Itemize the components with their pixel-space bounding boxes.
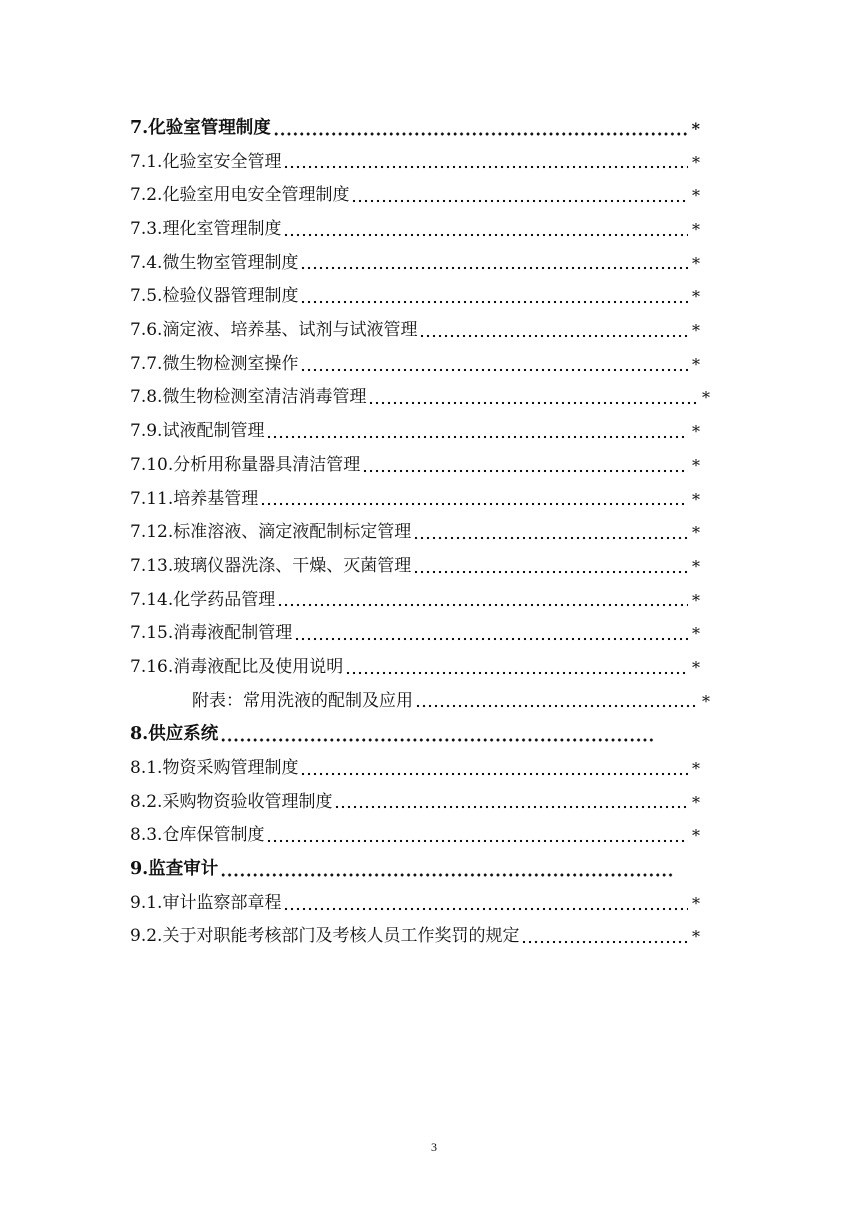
dot-leader xyxy=(351,199,688,203)
toc-entry-label: 8.3.仓库保管制度 xyxy=(130,825,265,846)
toc-section-9[interactable] xyxy=(130,853,700,887)
dot-leader xyxy=(415,704,698,708)
toc-entry-label: 7.8.微生物检测室清洁消毒管理 xyxy=(130,387,367,408)
dot-leader xyxy=(413,536,688,540)
toc-section-8[interactable] xyxy=(130,718,700,752)
toc-entry-label: 7.16.消毒液配比及使用说明 xyxy=(130,656,344,677)
toc-entry-7-9[interactable] xyxy=(130,415,700,449)
toc-entry-label: 7.13.玻璃仪器洗涤、干燥、灭菌管理 xyxy=(130,555,412,576)
dot-leader xyxy=(362,469,688,473)
toc-entry-8-3[interactable] xyxy=(130,819,700,853)
toc-section-7[interactable] xyxy=(130,112,700,146)
dot-leader xyxy=(220,738,653,742)
toc-page-ref: * xyxy=(692,624,700,644)
toc-entry-label: 7.14.化学药品管理 xyxy=(130,589,276,610)
dot-leader xyxy=(260,502,688,506)
toc-page-ref: * xyxy=(691,118,700,138)
toc-page-ref: * xyxy=(692,826,700,846)
toc-entry-7-8[interactable] xyxy=(130,382,710,416)
toc-entry-label: 7.1.化验室安全管理 xyxy=(130,151,282,172)
dot-leader xyxy=(283,233,688,237)
toc-entry-label: 9.监查审计 xyxy=(130,859,219,880)
toc-page-ref: * xyxy=(692,759,700,779)
dot-leader xyxy=(283,907,688,911)
toc-page-ref: * xyxy=(702,388,710,408)
page-number: 3 xyxy=(431,1140,437,1154)
dot-leader xyxy=(334,805,688,809)
toc-entry-label: 7.化验室管理制度 xyxy=(130,117,271,138)
toc-entry-7-4[interactable] xyxy=(130,247,700,281)
toc-page-ref: * xyxy=(692,354,700,374)
dot-leader xyxy=(300,300,688,304)
toc-entry-8-2[interactable] xyxy=(130,786,700,820)
dot-leader xyxy=(300,266,688,270)
dot-leader xyxy=(283,165,688,169)
toc-entry-label: 7.12.标准溶液、滴定液配制标定管理 xyxy=(130,522,412,543)
toc-page-ref: * xyxy=(702,691,710,711)
toc-entry-7-6[interactable] xyxy=(130,314,700,348)
toc-entry-appendix[interactable] xyxy=(130,685,710,719)
toc-page-ref: * xyxy=(692,152,700,172)
toc-entry-label: 8.1.物资采购管理制度 xyxy=(130,758,299,779)
toc-entry-label: 9.2.关于对职能考核部门及考核人员工作奖罚的规定 xyxy=(130,926,520,947)
toc-entry-7-5[interactable] xyxy=(130,280,700,314)
toc-page-ref: * xyxy=(692,657,700,677)
toc-entry-label: 8.供应系统 xyxy=(130,724,219,745)
toc-entry-7-16[interactable] xyxy=(130,651,700,685)
toc-page-ref: * xyxy=(692,489,700,509)
toc-entry-7-1[interactable] xyxy=(130,146,700,180)
toc-entry-7-12[interactable] xyxy=(130,516,700,550)
toc-entry-8-1[interactable] xyxy=(130,752,700,786)
toc-entry-label: 7.9.试液配制管理 xyxy=(130,421,265,442)
toc-page-ref: * xyxy=(692,792,700,812)
dot-leader xyxy=(266,435,688,439)
toc-entry-7-13[interactable] xyxy=(130,550,700,584)
dot-leader xyxy=(220,873,674,877)
table-of-contents xyxy=(130,112,710,954)
toc-entry-label: 附表：常用洗液的配制及应用 xyxy=(192,690,413,711)
toc-entry-label: 7.7.微生物检测室操作 xyxy=(130,353,299,374)
toc-entry-label: 9.1.审计监察部章程 xyxy=(130,892,282,913)
toc-page-ref: * xyxy=(692,186,700,206)
toc-entry-label: 7.4.微生物室管理制度 xyxy=(130,252,299,273)
toc-page-ref: * xyxy=(692,321,700,341)
toc-entry-9-1[interactable] xyxy=(130,887,700,921)
toc-entry-label: 7.6.滴定液、培养基、试剂与试液管理 xyxy=(130,320,418,341)
toc-entry-label: 7.11.培养基管理 xyxy=(130,488,259,509)
toc-entry-7-14[interactable] xyxy=(130,584,700,618)
toc-page-ref: * xyxy=(692,422,700,442)
dot-leader xyxy=(300,772,688,776)
toc-page-ref: * xyxy=(692,590,700,610)
toc-entry-7-7[interactable] xyxy=(130,348,700,382)
toc-page-ref: * xyxy=(692,220,700,240)
toc-entry-7-2[interactable] xyxy=(130,179,700,213)
toc-page-ref: * xyxy=(692,455,700,475)
toc-page-ref: * xyxy=(692,287,700,307)
toc-entry-label: 7.5.检验仪器管理制度 xyxy=(130,286,299,307)
dot-leader xyxy=(521,940,688,944)
dot-leader xyxy=(419,334,688,338)
toc-entry-label: 8.2.采购物资验收管理制度 xyxy=(130,791,333,812)
toc-entry-label: 7.3.理化室管理制度 xyxy=(130,219,282,240)
dot-leader xyxy=(277,603,688,607)
dot-leader xyxy=(368,401,698,405)
toc-entry-label: 7.2.化验室用电安全管理制度 xyxy=(130,185,350,206)
toc-page-ref: * xyxy=(692,253,700,273)
dot-leader xyxy=(300,368,688,372)
toc-page-ref: * xyxy=(692,893,700,913)
toc-page-ref: * xyxy=(692,556,700,576)
toc-entry-7-10[interactable] xyxy=(130,449,700,483)
dot-leader xyxy=(413,570,688,574)
toc-entry-label: 7.10.分析用称量器具清洁管理 xyxy=(130,454,361,475)
dot-leader xyxy=(294,637,688,641)
toc-page-ref: * xyxy=(692,523,700,543)
toc-entry-7-11[interactable] xyxy=(130,483,700,517)
dot-leader xyxy=(345,671,688,675)
dot-leader xyxy=(273,132,688,136)
toc-entry-7-15[interactable] xyxy=(130,617,700,651)
toc-entry-label: 7.15.消毒液配制管理 xyxy=(130,623,293,644)
toc-entry-9-2[interactable] xyxy=(130,921,700,955)
toc-entry-7-3[interactable] xyxy=(130,213,700,247)
toc-page-ref: * xyxy=(692,927,700,947)
dot-leader xyxy=(266,839,688,843)
